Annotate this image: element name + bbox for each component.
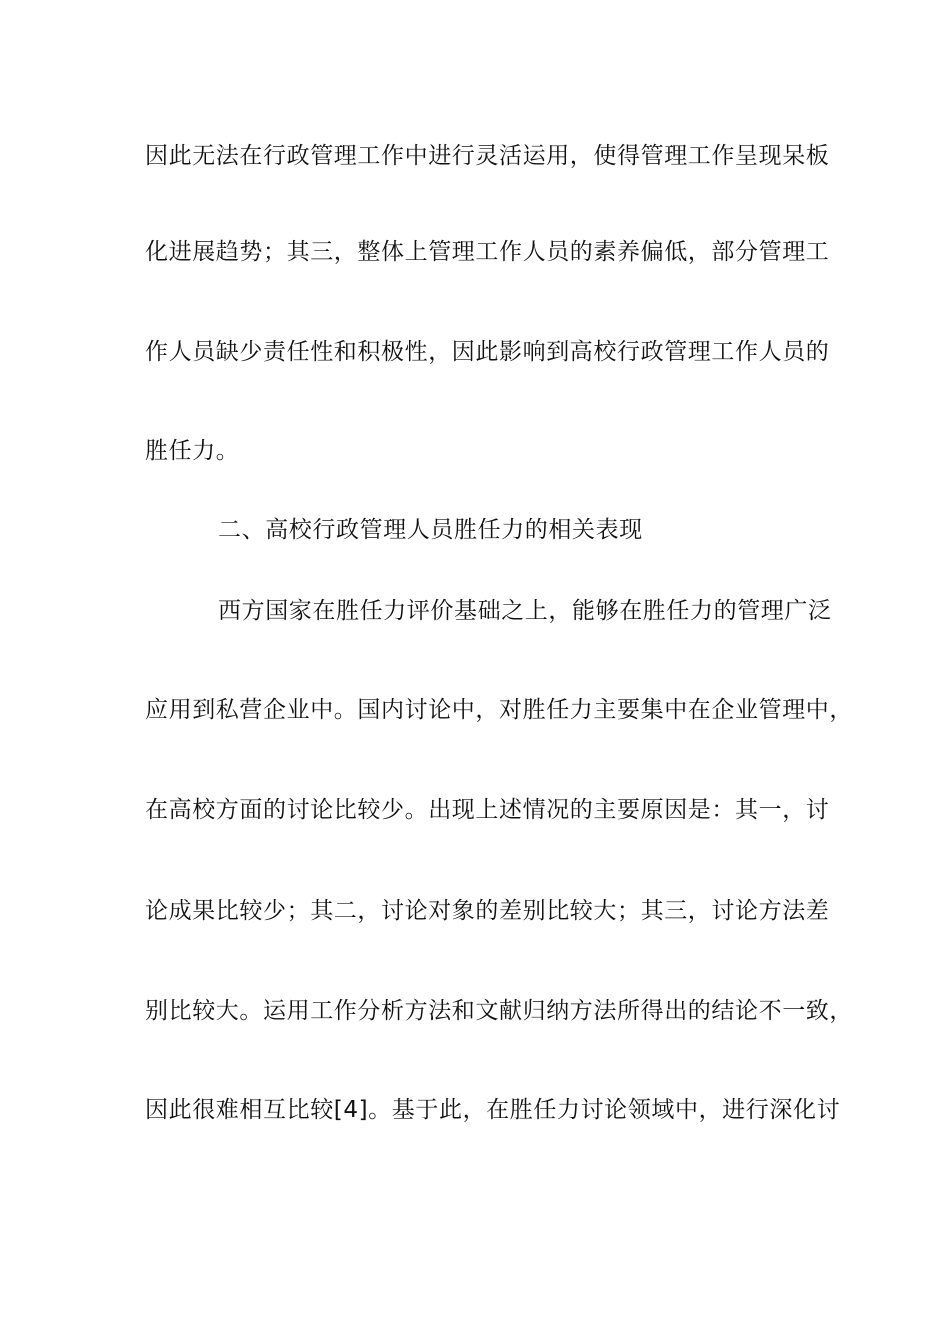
- paragraph-1-line-3: 作人员缺少责任性和积极性，因此影响到高校行政管理工作人员的: [145, 339, 830, 365]
- paragraph-2-line-2: 应用到私营企业中。国内讨论中，对胜任力主要集中在企业管理中，: [145, 697, 853, 723]
- paragraph-1-line-4: 胜任力。: [145, 438, 240, 464]
- paragraph-2-line-4: 论成果比较少；其二，讨论对象的差别比较大；其三，讨论方法差: [145, 898, 830, 924]
- paragraph-1-line-2: 化进展趋势；其三，整体上管理工作人员的素养偏低，部分管理工: [145, 239, 830, 265]
- paragraph-2-line-3: 在高校方面的讨论比较少。出现上述情况的主要原因是：其一，讨: [145, 797, 830, 823]
- paragraph-2-line-5: 别比较大。运用工作分析方法和文献归纳方法所得出的结论不一致，: [145, 998, 853, 1024]
- paragraph-2-line-6: 因此很难相互比较[4]。基于此，在胜任力讨论领域中，进行深化讨: [145, 1097, 841, 1123]
- paragraph-1-line-1: 因此无法在行政管理工作中进行灵活运用，使得管理工作呈现呆板: [145, 143, 830, 169]
- section-heading: 二、高校行政管理人员胜任力的相关表现: [218, 517, 643, 543]
- paragraph-2-line-1: 西方国家在胜任力评价基础之上，能够在胜任力的管理广泛: [218, 598, 832, 624]
